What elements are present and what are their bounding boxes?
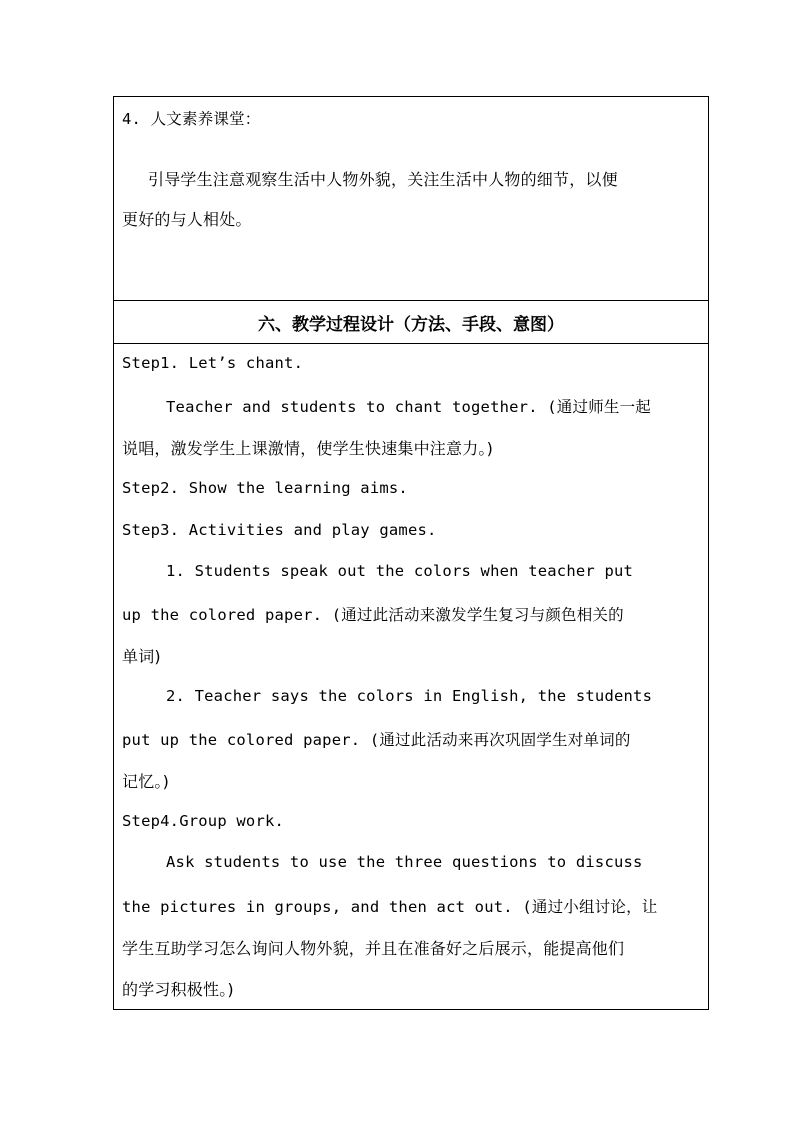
humanities-paragraph-line-1: 引导学生注意观察生活中人物外貌，关注生活中人物的细节，以便 bbox=[148, 170, 618, 189]
step1-title: Step1. Let’s chant. bbox=[122, 354, 304, 372]
step4-detail-line-3: 学生互助学习怎么询问人物外貌，并且在准备好之后展示，能提高他们 bbox=[122, 939, 625, 958]
process-design-title: 六、教学过程设计（方法、手段、意图） bbox=[258, 314, 564, 335]
step4-detail-line-1: Ask students to use the three questions to discuss bbox=[166, 853, 643, 871]
humanities-paragraph-line-2: 更好的与人相处。 bbox=[122, 210, 252, 229]
process-design-header bbox=[114, 301, 708, 344]
step4-detail-line-2: the pictures in groups, and then act out. (通过小组讨论，让 bbox=[122, 898, 658, 916]
step4-detail-line-4: 的学习积极性。) bbox=[122, 980, 234, 999]
step2-title: Step2. Show the learning aims. bbox=[122, 479, 408, 497]
step3-item2-line-2: put up the colored paper. (通过此活动来再次巩固学生对单词的 bbox=[122, 731, 631, 749]
process-design-body bbox=[114, 344, 708, 1009]
humanities-heading: 4. 人文素养课堂： bbox=[122, 110, 261, 128]
step3-item1-line-1: 1. Students speak out the colors when teacher put bbox=[166, 562, 634, 580]
lesson-plan-table bbox=[113, 96, 709, 1010]
step4-title: Step4.Group work. bbox=[122, 812, 285, 830]
step1-detail-line-2: 说唱，激发学生上课激情，使学生快速集中注意力。) bbox=[122, 439, 494, 458]
step3-item2-line-3: 记忆。) bbox=[122, 772, 170, 791]
step3-item1-line-3: 单词) bbox=[122, 647, 161, 666]
step3-item1-line-2: up the colored paper. (通过此活动来激发学生复习与颜色相关的 bbox=[122, 606, 624, 624]
step3-title: Step3. Activities and play games. bbox=[122, 521, 437, 539]
step1-detail-line-1: Teacher and students to chant together. (通过师生一起 bbox=[166, 398, 652, 416]
humanities-section bbox=[114, 97, 708, 301]
step3-item2-line-1: 2. Teacher says the colors in English, the students bbox=[166, 687, 653, 705]
